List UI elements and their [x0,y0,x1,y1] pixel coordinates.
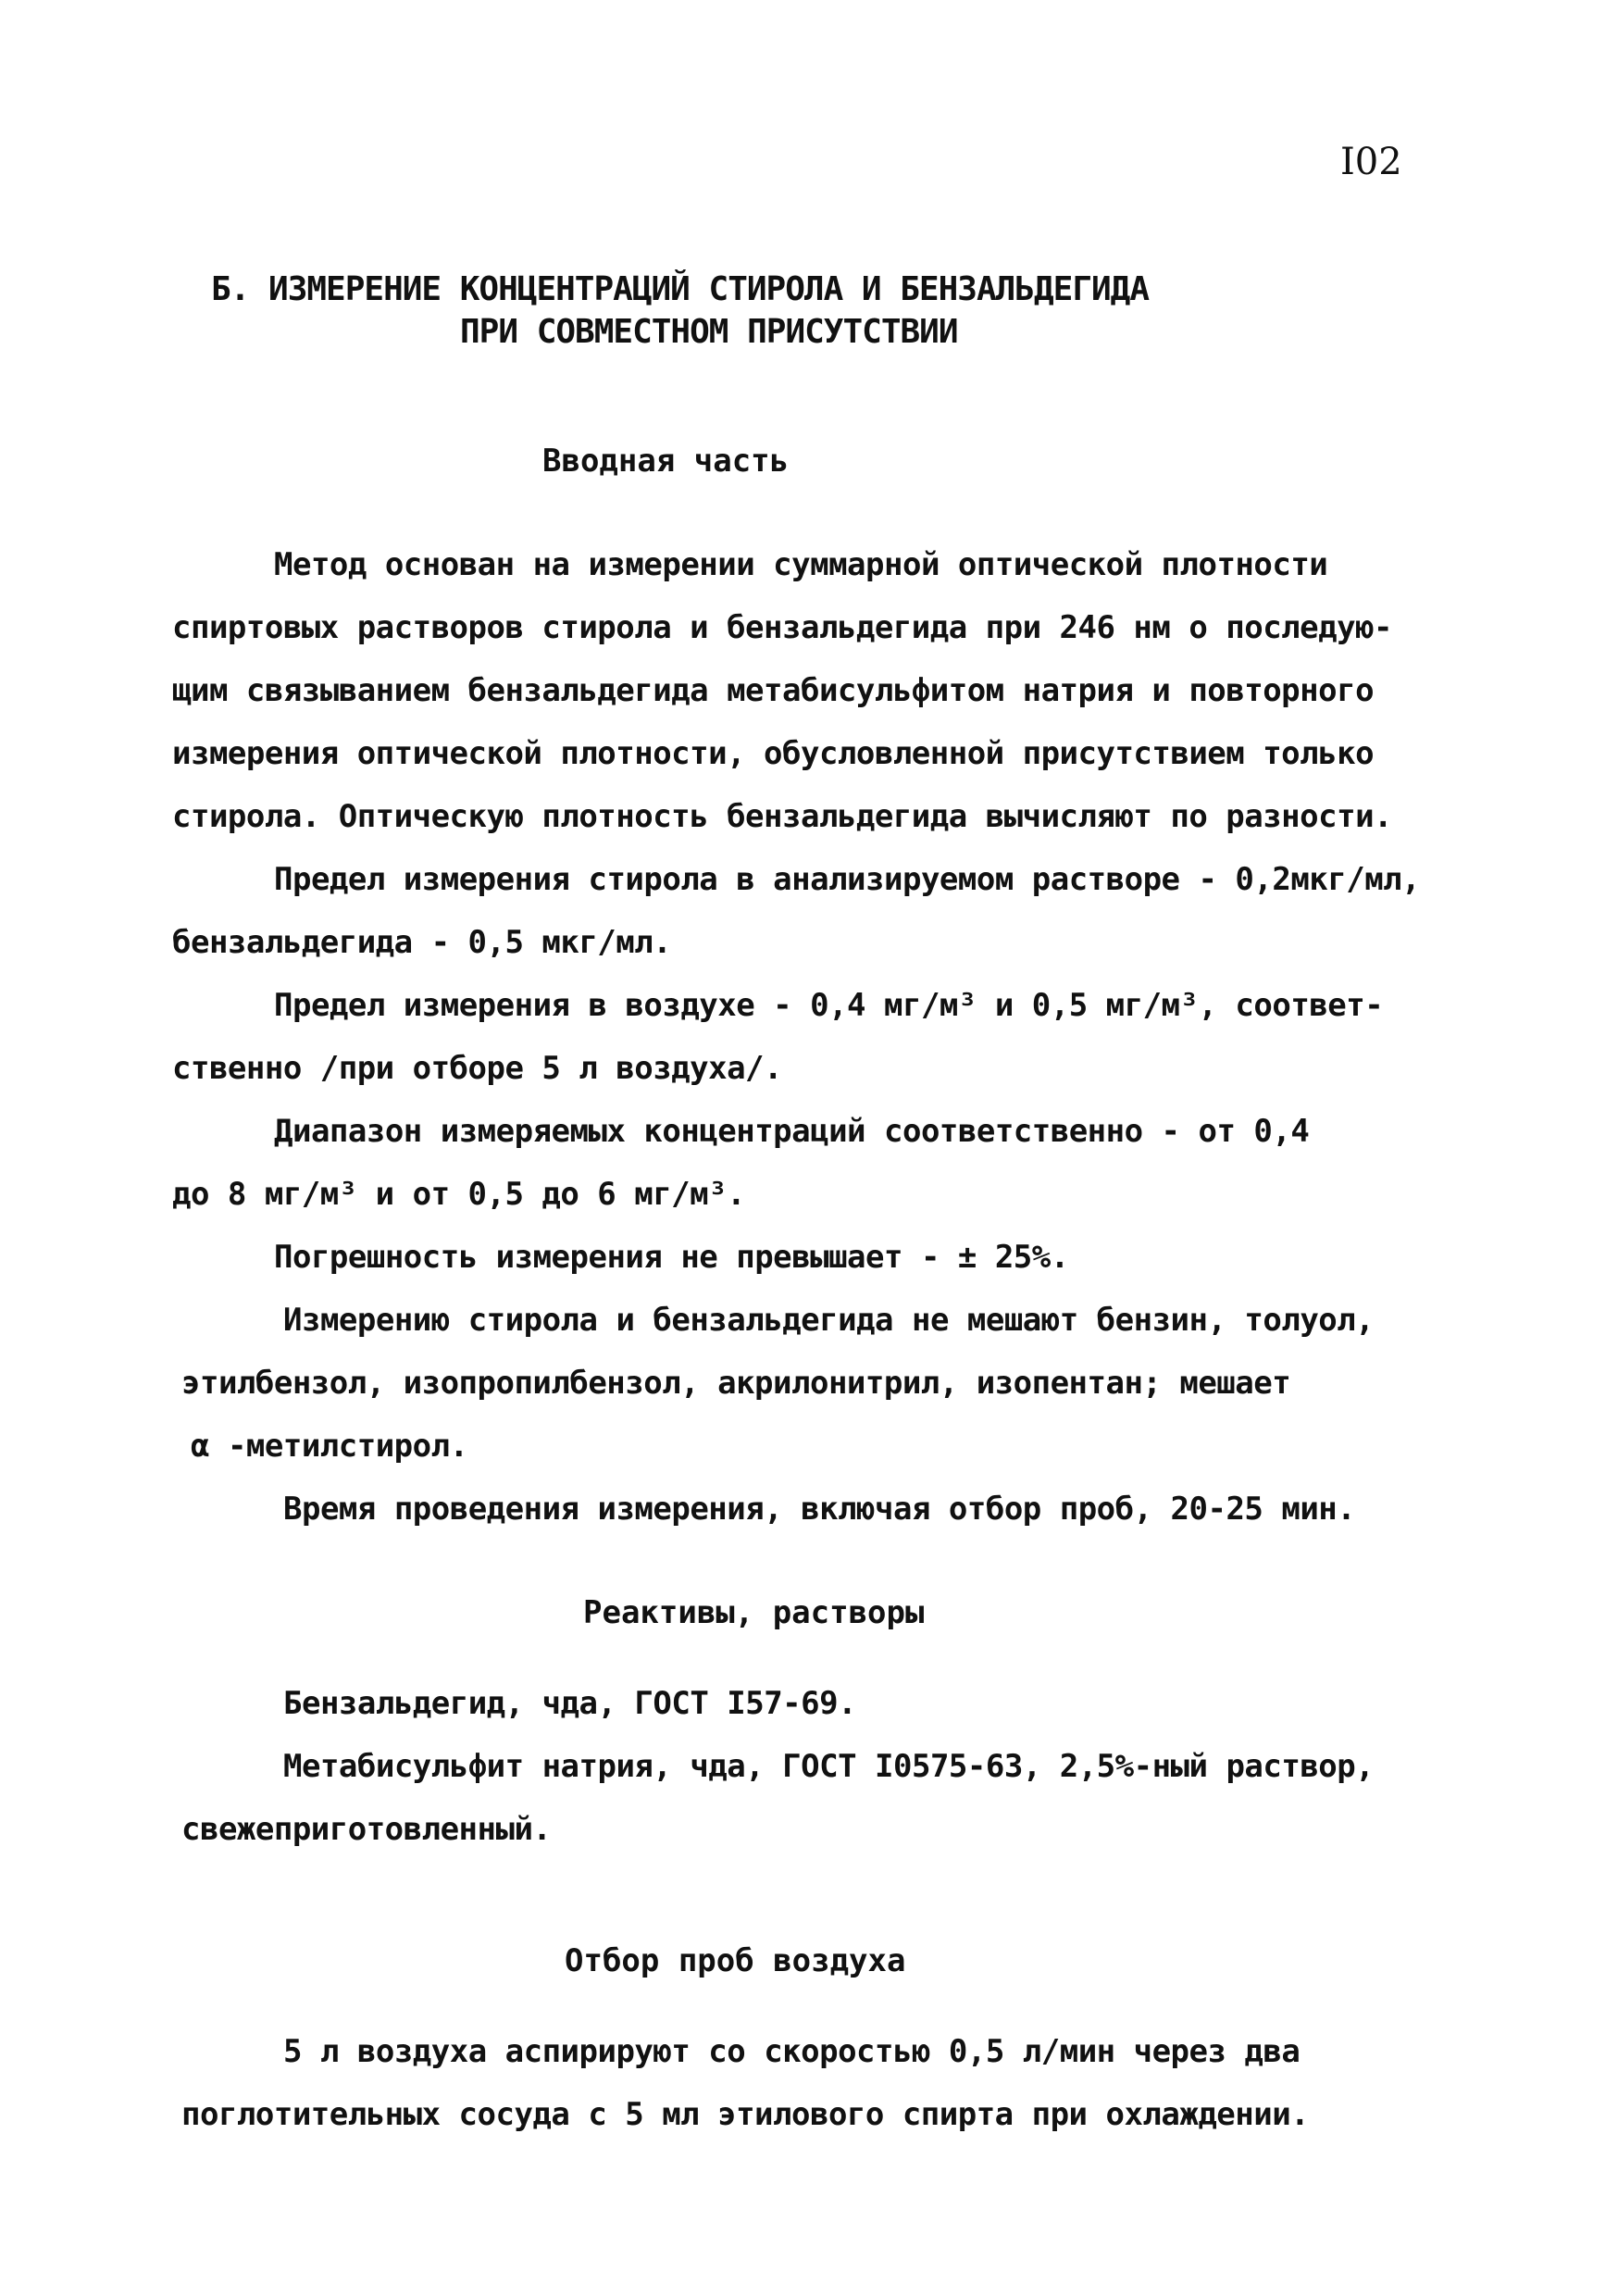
page-number: I02 [1340,141,1402,183]
text-line: бензальдегида - 0,5 мкг/мл. [172,924,672,961]
text-line: стирола. Оптическую плотность бензальдегида вычисляют по разности. [172,798,1393,835]
text-line: измерения оптической плотности, обусловленной присутствием только [172,735,1375,772]
text-line: Предел измерения в воздухе - 0,4 мг/м³ и 0,5 мг/м³, соответ- [274,987,1384,1024]
text-line: Бензальдегид, чда, ГОСТ I57-69. [283,1685,857,1722]
text-line: спиртовых растворов стирола и бензальдегида при 246 нм о последую- [172,609,1393,646]
text-line: свежеприготовленный. [181,1811,552,1848]
text-line: Предел измерения стирола в анализируемом растворе - 0,2мкг/мл, [274,861,1421,898]
document-title-line-1: Б. ИЗМЕРЕНИЕ КОНЦЕНТРАЦИЙ СТИРОЛА И БЕНЗАЛЬДЕГИДА [211,270,1150,308]
intro-heading: Вводная часть [542,443,790,480]
sampling-heading: Отбор проб воздуха [565,1942,906,1979]
text-line: Метабисульфит натрия, чда, ГОСТ I0575-63, 2,5%-ный раствор, [283,1748,1375,1785]
text-line: поглотительных сосуда с 5 мл этилового спирта при охлаждении. [181,2096,1310,2133]
text-line: α -метилстирол. [191,1428,468,1465]
text-line: Погрешность измерения не превышает - ± 25%. [274,1239,1069,1276]
text-line: этилбензол, изопропилбензол, акрилонитрил, изопентан; мешает [181,1365,1291,1402]
text-line: Диапазон измеряемых концентраций соответственно - от 0,4 [274,1113,1310,1150]
text-line: щим связыванием бензальдегида метабисульфитом натрия и повторного [172,672,1375,709]
text-line: до 8 мг/м³ и от 0,5 до 6 мг/м³. [172,1176,746,1213]
text-line: ственно /при отборе 5 л воздуха/. [172,1050,783,1087]
text-line: 5 л воздуха аспирируют со скоростью 0,5 л/мин через два [283,2033,1301,2070]
text-line: Измерению стирола и бензальдегида не мешают бензин, толуол, [283,1302,1375,1339]
text-line: Время проведения измерения, включая отбор проб, 20-25 мин. [283,1491,1356,1528]
text-line: Метод основан на измерении суммарной оптической плотности [274,546,1328,583]
document-title-line-2: ПРИ СОВМЕСТНОМ ПРИСУТСТВИИ [460,313,958,351]
reagents-heading: Реактивы, растворы [583,1594,925,1631]
